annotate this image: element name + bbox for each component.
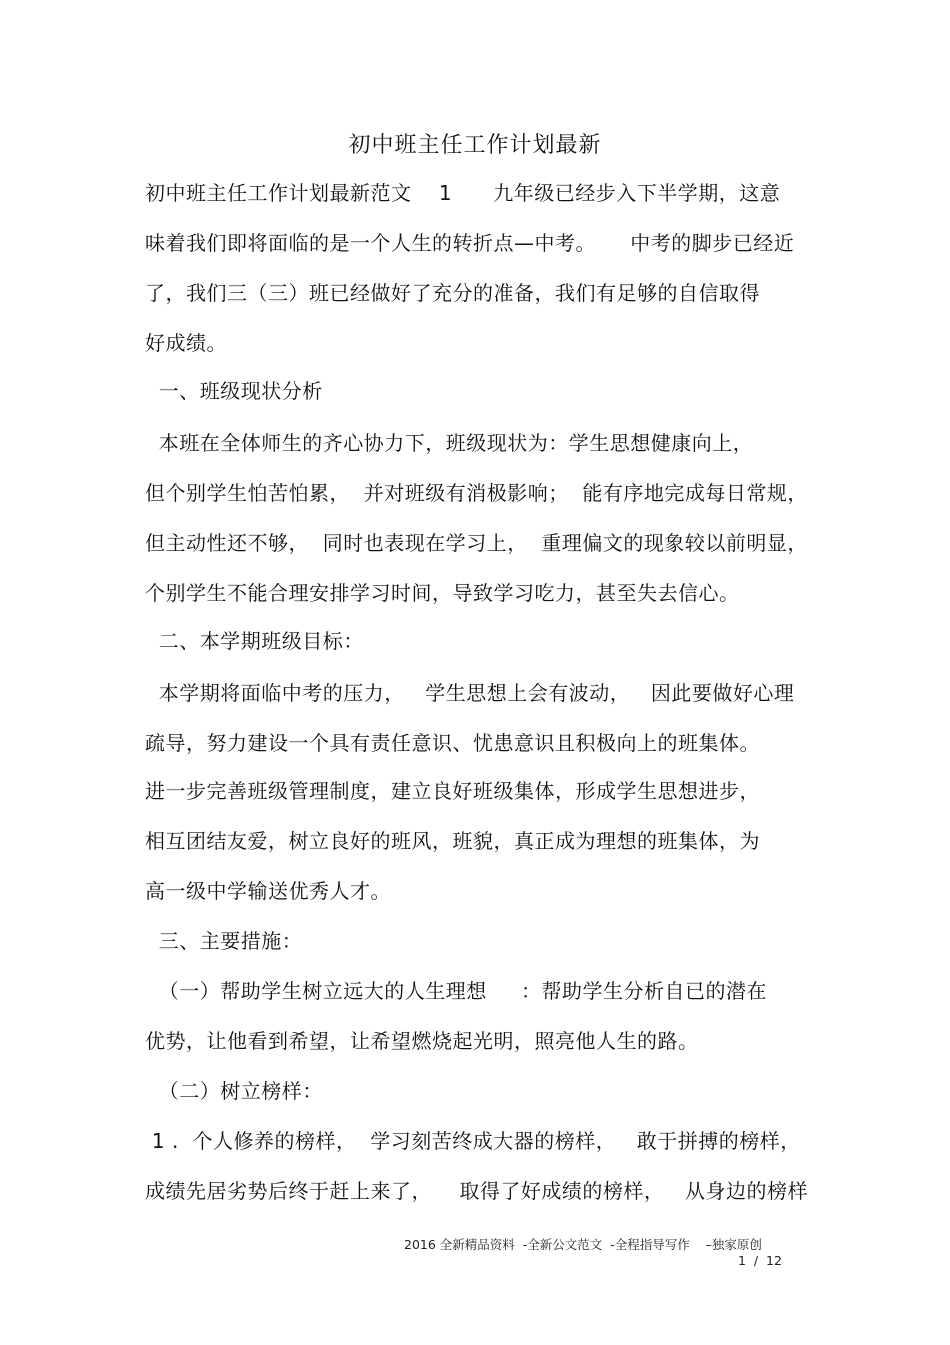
body-line: 了，我们三（三）班已经做好了充分的准备，我们有足够的自信取得 [145,281,760,305]
subsection-line: （一）帮助学生树立远大的人生理想 ：帮助学生分析自已的潜在 [145,979,768,1003]
body-line: 好成绩。 [145,331,227,355]
document-title: 初中班主任工作计划最新 [348,133,602,158]
section-heading: 一、班级现状分析 [145,379,323,403]
section-heading: 二、本学期班级目标： [145,629,364,653]
body-line: 但个别学生怕苦怕累， 并对班级有消极影响； 能有序地完成每日常规， [145,481,808,505]
body-line: 成绩先居劣势后终于赶上来了， 取得了好成绩的榜样， 从身边的榜样 [145,1179,809,1203]
body-line: 进一步完善班级管理制度，建立良好班级集体，形成学生思想进步， [145,779,760,803]
body-line: 初中班主任工作计划最新范文 1 九年级已经步入下半学期，这意 [145,181,781,205]
body-line: 个别学生不能合理安排学习时间，导致学习吃力，甚至失去信心。 [145,581,740,605]
body-line: 本班在全体师生的齐心协力下，班级现状为：学生思想健康向上， [145,431,754,455]
body-line: 本学期将面临中考的压力， 学生思想上会有波动， 因此要做好心理 [145,681,795,705]
body-line: 高一级中学输送优秀人才。 [145,879,391,903]
body-line: 相互团结友爱，树立良好的班风，班貌，真正成为理想的班集体，为 [145,829,760,853]
body-line: 疏导，努力建设一个具有责任意识、忧患意识且积极向上的班集体。 [145,731,760,755]
section-heading: 三、主要措施： [145,929,303,953]
list-item: 1 . 个人修养的榜样， 学习刻苦终成大器的榜样， 敢于拼搏的榜样， [145,1129,801,1153]
subsection-heading: （二）树立榜样： [145,1079,323,1103]
body-line: 优势，让他看到希望，让希望燃烧起光明，照亮他人生的路。 [145,1029,699,1053]
body-line: 味着我们即将面临的是一个人生的转折点—中考。 中考的脚步已经近 [145,231,795,255]
page-number: 1 / 12 [738,1253,782,1268]
body-line: 但主动性还不够， 同时也表现在学习上， 重理偏文的现象较以前明显， [145,531,808,555]
footer-text: 2016 全新精品资料 -全新公文范文 -全程指导写作 –独家原创 [404,1237,762,1252]
